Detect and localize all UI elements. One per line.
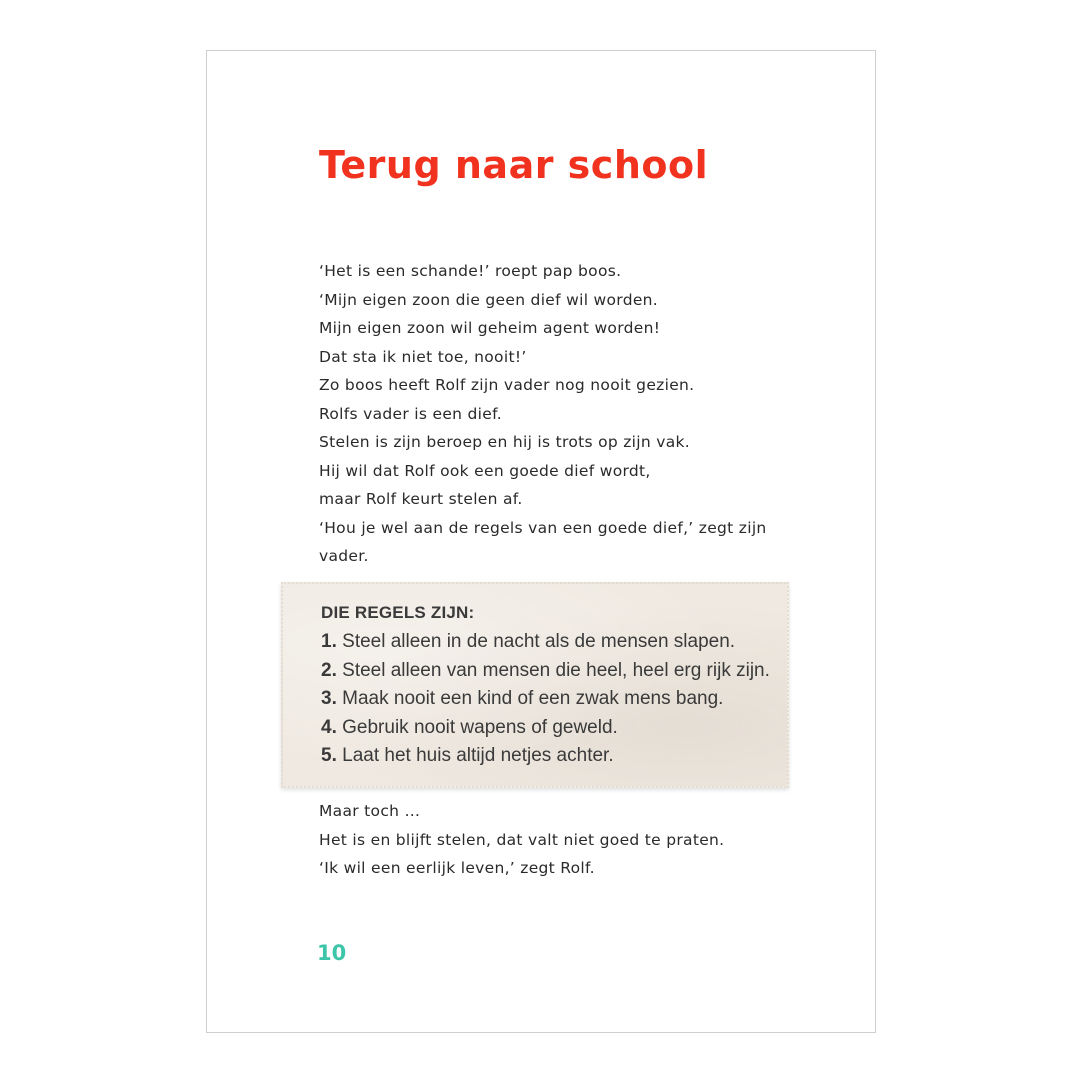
page-title: Terug naar school <box>319 143 709 187</box>
rule-item <box>321 685 770 714</box>
text-line: Mijn eigen zoon wil geheim agent worden! <box>319 319 661 337</box>
book-page <box>206 50 876 1033</box>
text-line: Het is en blijft stelen, dat valt niet goed te praten. <box>319 830 725 849</box>
rules-note-card <box>281 582 789 788</box>
rule-text: Laat het huis altijd netjes achter. <box>342 745 614 766</box>
text-line: vader. <box>319 547 369 565</box>
text-line: Hij wil dat Rolf ook een goede dief wordt, <box>319 461 651 480</box>
text-line: Zo boos heeft Rolf zijn vader nog nooit gezien. <box>319 376 695 394</box>
text-line: ‘Hou je wel aan de regels van een goede dief,’ zegt zijn <box>319 518 767 537</box>
rules-list <box>321 628 770 771</box>
rule-item <box>321 657 770 686</box>
rule-number: 1. <box>321 631 337 652</box>
rule-number: 3. <box>321 688 337 709</box>
text-line: Dat sta ik niet toe, nooit!’ <box>319 347 527 366</box>
text-line: Stelen is zijn beroep en hij is trots op zijn vak. <box>319 433 690 451</box>
rule-text: Steel alleen van mensen die heel, heel erg rijk zijn. <box>342 659 770 681</box>
text-line: Rolfs vader is een dief. <box>319 404 502 423</box>
text-line: maar Rolf keurt stelen af. <box>319 490 523 508</box>
rule-number: 5. <box>321 745 337 766</box>
text-line: ‘Het is een schande!’ roept pap boos. <box>319 262 622 280</box>
text-line: Maar toch … <box>319 802 421 820</box>
rules-heading: DIE REGELS ZIJN: <box>321 603 475 622</box>
page-number: 10 <box>317 941 347 965</box>
rule-item <box>321 742 770 771</box>
rule-item <box>321 628 770 657</box>
story-paragraph-1 <box>319 257 767 571</box>
rule-item <box>321 714 770 743</box>
rule-text: Gebruik nooit wapens of geweld. <box>342 716 618 738</box>
text-line: ‘Mijn eigen zoon die geen dief wil worden. <box>319 290 659 309</box>
story-paragraph-2 <box>319 797 724 883</box>
text-line: ‘Ik wil een eerlijk leven,’ zegt Rolf. <box>319 859 595 877</box>
rule-text: Maak nooit een kind of een zwak mens bang. <box>342 688 724 709</box>
rule-text: Steel alleen in de nacht als de mensen slapen. <box>342 631 736 652</box>
rule-number: 4. <box>321 716 337 738</box>
rule-number: 2. <box>321 659 337 681</box>
